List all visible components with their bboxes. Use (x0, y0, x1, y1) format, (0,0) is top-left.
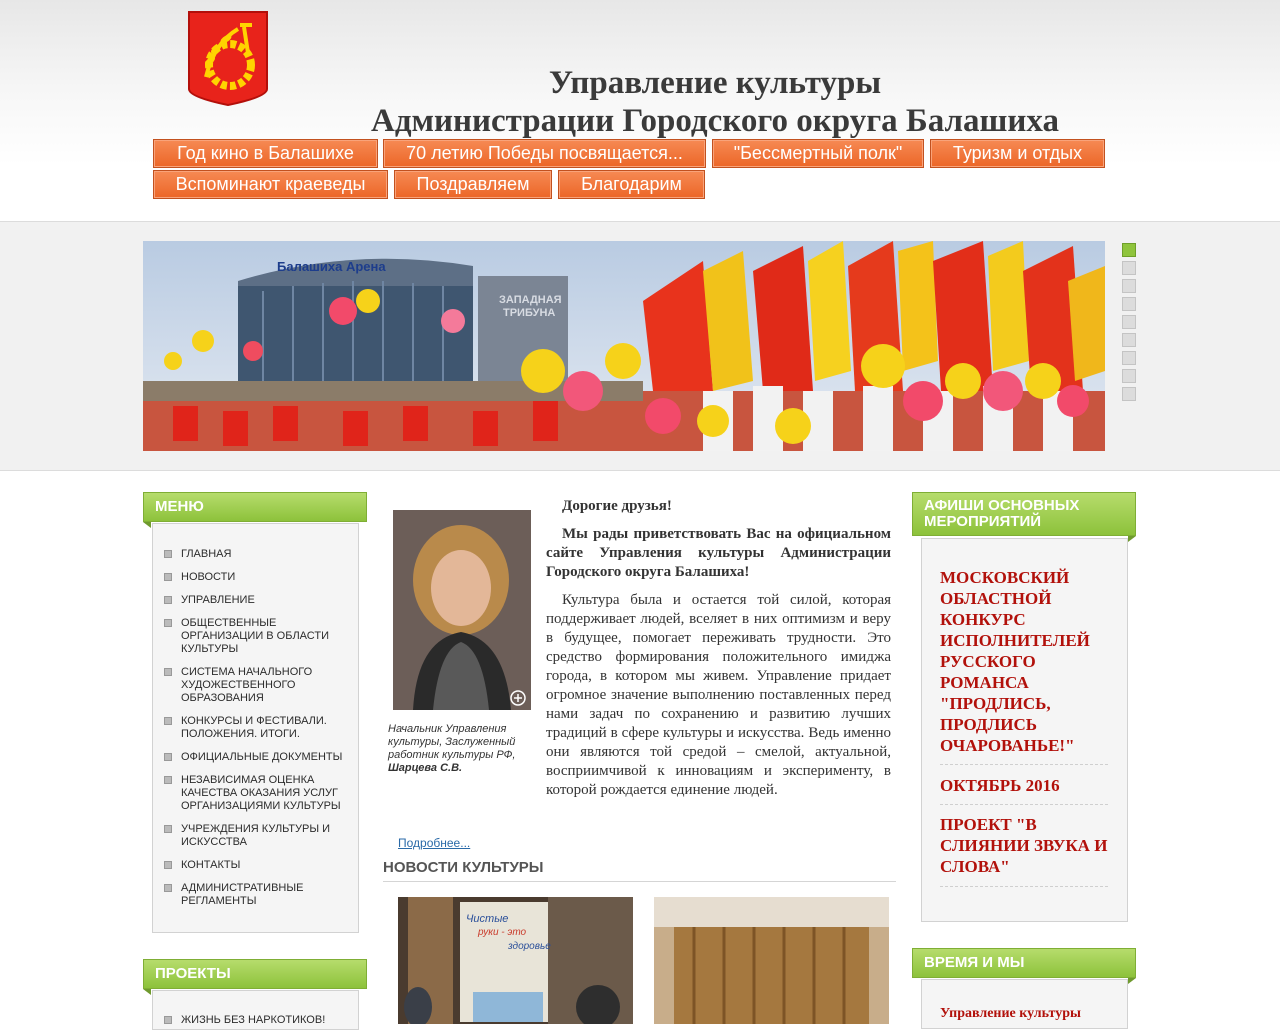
menu-bullet-icon (164, 668, 172, 676)
event-romance-contest-link[interactable]: МОСКОВСКИЙ ОБЛАСТНОЙ КОНКУРС ИСПОЛНИТЕЛЕЙ РУССКОГО РОМАНСА "ПРОДЛИСЬ, ПРОДЛИСЬ ОЧАРОВАНЬЕ!" (940, 568, 1090, 755)
menu-item-label: АДМИНИСТРАТИВНЫЕ РЕГЛАМЕНТЫ (181, 882, 304, 907)
slider-dot-8[interactable] (1122, 369, 1136, 383)
nav-victory-70-button[interactable]: 70 летию Победы посвящается... (383, 139, 706, 168)
project-item-label: ЖИЗНЬ БЕЗ НАРКОТИКОВ! (181, 1014, 326, 1026)
menu-item-news[interactable] (164, 571, 344, 584)
menu-item-public-organizations[interactable] (164, 617, 344, 656)
menu-bullet-icon (164, 753, 172, 761)
event-separator (940, 804, 1108, 805)
posters-heading: АФИШИ ОСНОВНЫХ МЕРОПРИЯТИЙ (912, 492, 1136, 536)
menu-item-label: УЧРЕЖДЕНИЯ КУЛЬТУРЫ И ИСКУССТВА (181, 823, 331, 848)
projects-heading: ПРОЕКТЫ (143, 959, 367, 989)
event-separator (940, 886, 1108, 887)
poster-text-1: Чистые (466, 913, 509, 925)
read-more-link[interactable]: Подробнее... (398, 836, 471, 850)
menu-item-administration[interactable] (164, 594, 344, 607)
menu-item-regulations[interactable] (164, 882, 344, 908)
welcome-text (546, 497, 891, 800)
news-image-2[interactable] (654, 897, 889, 1024)
menu-bullet-icon (164, 619, 172, 627)
slider-dot-4[interactable] (1122, 297, 1136, 311)
news-image-1[interactable] (398, 897, 633, 1024)
menu-item-label: УПРАВЛЕНИЕ (181, 594, 255, 606)
menu-item-quality-assessment[interactable] (164, 774, 344, 813)
event-sound-and-word-link[interactable]: ПРОЕКТ "В СЛИЯНИИ ЗВУКА И СЛОВА" (940, 815, 1108, 876)
portrait-caption (388, 723, 528, 775)
banner-image[interactable] (143, 241, 1105, 451)
director-portrait[interactable] (393, 510, 531, 710)
menu-item-documents[interactable] (164, 751, 344, 764)
banner-tribune-sign-2: ТРИБУНА (503, 307, 556, 319)
slider-dot-3[interactable] (1122, 279, 1136, 293)
slider-dot-9[interactable] (1122, 387, 1136, 401)
welcome-body: Культура была и остается той силой, которая поддерживает людей, вселяет в них оптимизм и веру в будущее, помогает переживать трудности. Это средство формирования положительного имиджа города, в котором мы живем. Управление придает огромное значение выполнению поставленных перед нами задач по сохранению и развитию лучших традиций в сфере культуры и искусства. Ведь именно они являются той средой – смелой, актуальной, восприимчивой к инновациям и эксперименту, в которой рождается единение людей. (546, 592, 891, 798)
nav-tourism-button[interactable]: Туризм и отдых (930, 139, 1105, 168)
menu-item-institutions[interactable] (164, 823, 344, 849)
menu-bullet-icon (164, 884, 172, 892)
time-and-us-heading: ВРЕМЯ И МЫ (912, 948, 1136, 978)
nav-local-historians-button[interactable]: Вспоминают краеведы (153, 170, 388, 199)
menu-item-label: КОНТАКТЫ (181, 859, 241, 871)
nav-year-of-cinema-button[interactable]: Год кино в Балашихе (153, 139, 378, 168)
nav-congratulations-button[interactable]: Поздравляем (394, 170, 552, 199)
caption-text: Начальник Управления культуры, Заслуженный работник культуры РФ, (388, 723, 516, 761)
slider-dot-6[interactable] (1122, 333, 1136, 347)
banner-arena-sign: Балашиха Арена (277, 259, 386, 274)
slider-dot-2[interactable] (1122, 261, 1136, 275)
menu-item-label: НЕЗАВИСИМАЯ ОЦЕНКА КАЧЕСТВА ОКАЗАНИЯ УСЛУГ ОРГАНИЗАЦИЯМИ КУЛЬТУРЫ (181, 774, 341, 812)
menu-item-contests[interactable] (164, 715, 344, 741)
menu-item-home[interactable] (164, 548, 344, 561)
menu-item-label: СИСТЕМА НАЧАЛЬНОГО ХУДОЖЕСТВЕННОГО ОБРАЗОВАНИЯ (181, 666, 313, 704)
menu-item-art-education[interactable] (164, 666, 344, 705)
site-title (300, 64, 1130, 140)
welcome-greeting: Дорогие друзья! (562, 498, 672, 514)
menu-item-label: НОВОСТИ (181, 571, 236, 583)
coat-of-arms-logo[interactable] (186, 9, 270, 109)
slider-dot-5[interactable] (1122, 315, 1136, 329)
time-and-us-link[interactable]: Управление культуры (940, 1006, 1081, 1021)
menu-item-label: ГЛАВНАЯ (181, 548, 232, 560)
menu-heading: МЕНЮ (143, 492, 367, 522)
nav-immortal-regiment-button[interactable]: "Бессмертный полк" (712, 139, 924, 168)
menu-bullet-icon (164, 550, 172, 558)
event-separator (940, 764, 1108, 765)
banner-tribune-sign-1: ЗАПАДНАЯ (499, 294, 562, 306)
site-title-line2: Администрации Городского округа Балашиха (370, 103, 1059, 139)
nav-thanks-button[interactable]: Благодарим (558, 170, 705, 199)
poster-text-3: здоровье (508, 941, 551, 952)
menu-bullet-icon (164, 825, 172, 833)
menu-item-label: ОБЩЕСТВЕННЫЕ ОРГАНИЗАЦИИ В ОБЛАСТИ КУЛЬТУРЫ (181, 617, 329, 655)
menu-bullet-icon (164, 1016, 172, 1024)
menu-bullet-icon (164, 717, 172, 725)
menu-bullet-icon (164, 776, 172, 784)
menu-bullet-icon (164, 573, 172, 581)
menu-item-label: ОФИЦИАЛЬНЫЕ ДОКУМЕНТЫ (181, 751, 343, 763)
menu-item-contacts[interactable] (164, 859, 344, 872)
slider-dot-7[interactable] (1122, 351, 1136, 365)
news-section-title: НОВОСТИ КУЛЬТУРЫ (383, 859, 896, 882)
menu-bullet-icon (164, 861, 172, 869)
event-october-2016-link[interactable]: ОКТЯБРЬ 2016 (940, 776, 1060, 795)
project-item-no-drugs[interactable] (164, 1014, 344, 1027)
slider-dot-1[interactable] (1122, 243, 1136, 257)
menu-item-label: КОНКУРСЫ И ФЕСТИВАЛИ. ПОЛОЖЕНИЯ. ИТОГИ. (181, 715, 327, 740)
site-title-line1: Управление культуры (548, 65, 882, 101)
caption-name: Шарцева С.В. (388, 762, 463, 774)
welcome-intro: Мы рады приветствовать Вас на официальном сайте Управления культуры Администрации Городского округа Балашиха! (546, 526, 891, 580)
menu-bullet-icon (164, 596, 172, 604)
poster-text-2: руки - это (478, 927, 527, 938)
